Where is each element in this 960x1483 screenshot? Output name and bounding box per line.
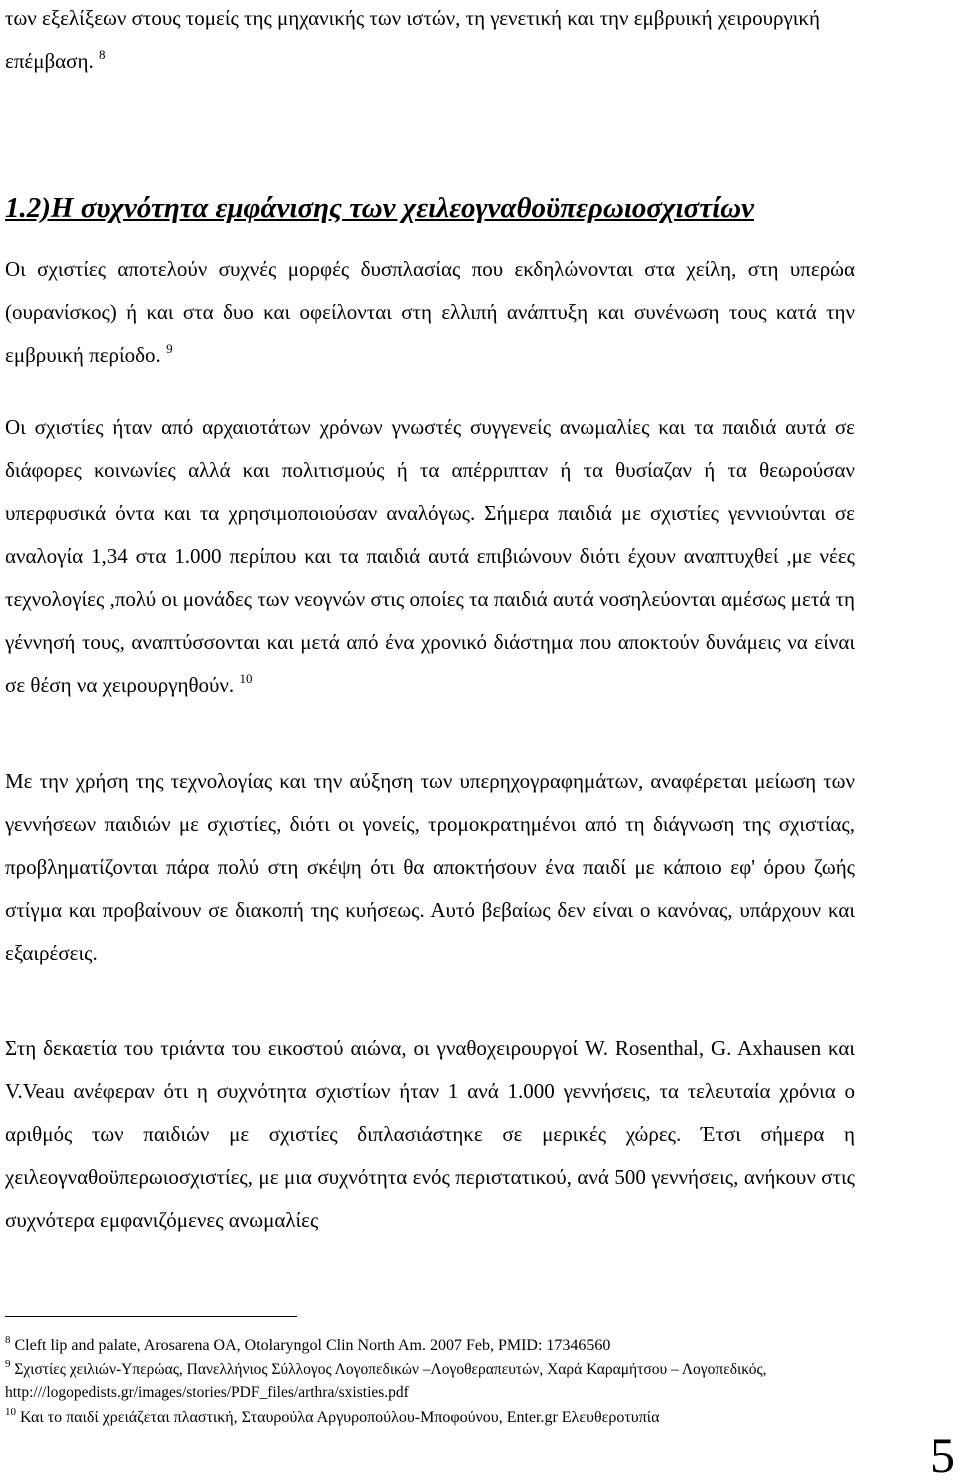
footnote-ref-9: 9 <box>166 341 173 356</box>
footnote-number: 10 <box>5 1406 16 1418</box>
paragraph-1 <box>5 248 855 377</box>
intro-text: των εξελίξεων στους τομείς της μηχανικής των ιστών, τη γενετική και την εμβρυική χειρουργική επέμβαση. <box>5 6 820 73</box>
footnote-10 <box>5 1406 855 1429</box>
paragraph-1-text: Οι σχιστίες αποτελούν συχνές μορφές δυσπλασίας που εκδηλώνονται στα χείλη, στη υπερώα (ουρανίσκος) ή και στα δυο και οφείλονται στη ελλιπή ανάπτυξη και συνένωση τους κατά την εμβρυική περίοδο. <box>5 257 855 367</box>
intro-paragraph <box>5 0 855 83</box>
footnote-text: Cleft lip and palate, Arosarena OA, Otolaryngol Clin North Am. 2007 Feb, PMID: 17346560 <box>14 1337 611 1354</box>
section-heading: 1.2)Η συχνότητα εμφάνισης των χειλεογναθοϋπερωιοσχιστίων <box>5 192 754 224</box>
paragraph-2 <box>5 406 855 707</box>
footnote-text: Και το παιδί χρειάζεται πλαστική, Σταυρούλα Αργυροπούλου-Μποφούνου, Enter.gr Ελευθεροτυπία <box>20 1409 660 1426</box>
page-number: 5 <box>930 1427 955 1483</box>
footnote-9 <box>5 1358 855 1404</box>
footnote-divider <box>5 1316 297 1317</box>
footnote-number: 8 <box>5 1334 11 1346</box>
footnote-8 <box>5 1334 855 1357</box>
footnote-number: 9 <box>5 1358 11 1370</box>
footnote-ref-10: 10 <box>239 671 253 686</box>
paragraph-4: Στη δεκαετία του τριάντα του εικοστού αιώνα, οι γναθοχειρουργοί W. Rosenthal, G. Axhausen και V.Veau ανέφεραν ότι η συχνότητα σχιστίων ήταν 1 ανά 1.000 γεννήσεις, τα τελευταία χρόνια ο αριθμός των παιδιών με σχιστίες διπλασιάστηκε σε μερικές χώρες. Έτσι σήμερα η χειλεογναθοϋπερωιοσχιστίες, με μια συχνότητα ενός περιστατικού, ανά 500 γεννήσεις, ανήκουν στις συχνότερα εμφανιζόμενες ανωμαλίες <box>5 1036 855 1232</box>
paragraph-2-text: Οι σχιστίες ήταν από αρχαιοτάτων χρόνων γνωστές συγγενείς ανωμαλίες και τα παιδιά αυτά σε διάφορες κοινωνίες αλλά και πολιτισμούς ή τα απέρριπταν ή τα θυσίαζαν ή τα θεωρούσαν υπερφυσικά όντα και τα χρησιμοποιούσαν αναλόγως. Σήμερα παιδιά με σχιστίες γεννιούνται σε αναλογία 1,34 στα 1.000 περίπου και τα παιδιά αυτά επιβιώνουν διότι έχουν αναπτυχθεί ,με νέες τεχνολογίες ,πολύ οι μονάδες των νεογνών στις οποίες τα παιδιά αυτά νοσηλεύονται αμέσως μετά τη γέννησή τους, αναπτύσσονται και μετά από ένα χρονικό διάστημα που αποκτούν δυνάμεις να είναι σε θέση να χειρουργηθούν. <box>5 415 855 697</box>
footnote-text: Σχιστίες χειλιών-Υπερώας, Πανελλήνιος Σύλλογος Λογοπεδικών –Λογοθεραπευτών, Χαρά Καραμήτσου – Λογοπεδικός, http:///logopedists.gr/images/stories/PDF_files/arthra/sxisties.pdf <box>5 1361 767 1401</box>
paragraph-3: Με την χρήση της τεχνολογίας και την αύξηση των υπερηχογραφημάτων, αναφέρεται μείωση των γεννήσεων παιδιών με σχιστίες, διότι οι γονείς, τρομοκρατημένοι από τη διάγνωση της σχιστίας, προβληματίζονται πάρα πολύ στη σκέψη ότι θα αποκτήσουν ένα παιδί με κάποιο εφ' όρου ζωής στίγμα και προβαίνουν σε διακοπή της κυήσεως. Αυτό βεβαίως δεν είναι ο κανόνας, υπάρχουν και εξαιρέσεις. <box>5 769 855 965</box>
footnote-ref-8: 8 <box>99 47 106 62</box>
